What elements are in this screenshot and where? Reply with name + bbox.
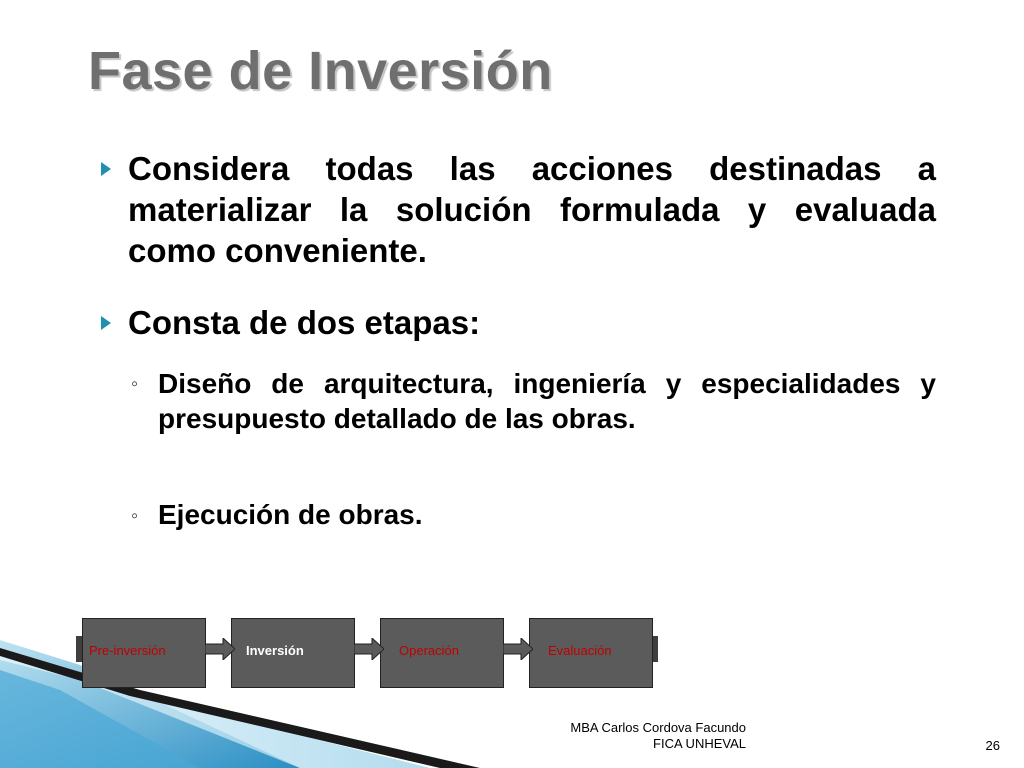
stage-label: Inversión [246,643,304,658]
slide-title: Fase de Inversión [88,41,553,101]
arrow-right-icon [503,638,533,660]
footer-institution: FICA UNHEVAL [653,736,746,751]
arrow-right-icon [354,638,384,660]
stage-label: Evaluación [548,643,612,658]
sub-bullet-circle-icon: ◦ [131,373,139,395]
arrow-right-icon [205,638,235,660]
stage-pre-inversion [82,618,206,688]
stage-label: Operación [399,643,459,658]
sub-bullet-text: Diseño de arquitectura, ingeniería y especialidades y presupuesto detallado de las obras. [158,368,936,434]
stage-operacion [380,618,504,688]
stage-label: Pre-inversión [89,643,166,658]
bullet-text: Consta de dos etapas: [128,304,481,341]
stage-inversion [231,618,355,688]
page-number: 26 [985,738,1000,753]
stage-evaluacion [529,618,653,688]
footer-author [560,720,746,752]
footer-author-name: MBA Carlos Cordova Facundo [570,720,746,735]
bullet-text: Considera todas las acciones destinadas a materializar la solución formulada y evaluada como conveniente. [128,150,936,269]
sub-bullet-text: Ejecución de obras. [158,499,423,530]
sub-bullet-circle-icon: ◦ [131,505,139,527]
